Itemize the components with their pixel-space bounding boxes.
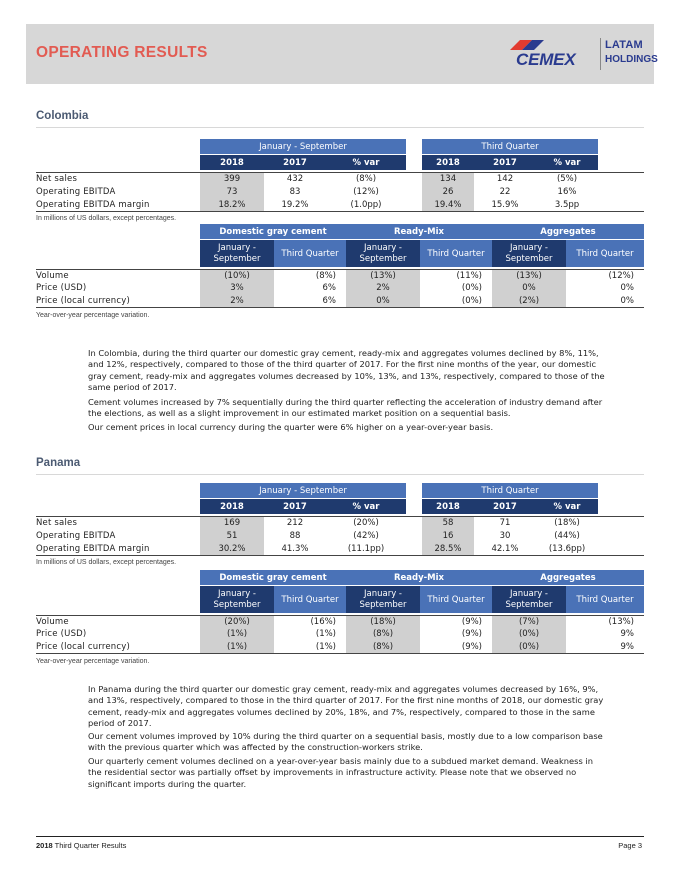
fin-column-header: 2017 (474, 155, 536, 170)
vol-column-header: Third Quarter (274, 240, 346, 267)
vol-group-header: Ready-Mix (346, 570, 492, 585)
section-title-colombia: Colombia (36, 110, 89, 122)
table-cell-value: 16% (557, 187, 577, 197)
vol-column-header: Third Quarter (274, 586, 346, 613)
vol-group-header: Aggregates (492, 570, 644, 585)
fin-column-header: 2017 (474, 499, 536, 514)
table-cell-value: (1%) (226, 629, 248, 639)
table-cell-value: (1%) (315, 641, 336, 652)
logo-latam: LATAM (605, 39, 643, 51)
table-cell-value: 0% (376, 295, 390, 306)
logo-holdings: HOLDINGS (605, 54, 658, 65)
table-cell-value: 142 (496, 174, 514, 184)
table-row-label: Net sales (36, 518, 78, 528)
table-cell-value: (0%) (518, 629, 540, 639)
table-cell-value: (11%) (456, 270, 482, 281)
table-row-label: Price (local currency) (36, 295, 131, 306)
footer-year: 2018 (36, 841, 53, 850)
table-cell-value: (9%) (461, 641, 482, 652)
section-rule (36, 474, 644, 475)
vol-group-header: Aggregates (492, 224, 644, 239)
fin-column-header: 2018 (200, 499, 264, 514)
table-top-rule (36, 516, 644, 517)
table-cell-value: 19.4% (434, 200, 462, 210)
table-cell-value: 41.3% (281, 544, 309, 554)
table-bottom-rule (36, 555, 644, 556)
fin-column-header: 2017 (264, 499, 326, 514)
table-row-label: Volume (36, 616, 69, 627)
table-bottom-rule (36, 653, 644, 654)
table-cell-value: (11.1pp) (347, 544, 385, 554)
table-cell-value: 30.2% (218, 544, 246, 554)
footer-title (36, 841, 126, 850)
footer-label: Third Quarter Results (52, 841, 127, 850)
table-cell-value: (13%) (370, 270, 396, 281)
table-cell-value: (9%) (461, 629, 482, 639)
table-cell-value: 0% (522, 283, 536, 293)
table-top-rule (36, 615, 644, 616)
table-cell-value: (8%) (372, 629, 394, 639)
fin-column-header: 2018 (422, 155, 474, 170)
table-cell-value: (20%) (224, 616, 250, 627)
vol-column-header: Third Quarter (420, 586, 492, 613)
colombia-para-1: In Colombia, during the third quarter our domestic gray cement, ready-mix and aggregates volumes declined by 8%, 11%, and 12%, respectively, compared to those of the third quarter of 2017. For the first nine months of the year, our domestic gray cement, ready-mix and aggregates volumes decreased by 10%, 13%, and 13%, respectively, compared to those of the same period of 2017. (88, 348, 605, 393)
footer-rule (36, 836, 644, 837)
header-line-2: September (359, 253, 407, 264)
table-cell-value: 83 (289, 187, 301, 197)
table-cell-value: 9% (620, 641, 634, 652)
fin-group-header: January - September (200, 483, 406, 498)
fin-column-header: 2017 (264, 155, 326, 170)
table-cell-value: (16%) (310, 616, 336, 627)
logo-divider (600, 38, 601, 70)
table-cell-value: 58 (442, 518, 454, 528)
table-cell-value: 18.2% (218, 200, 246, 210)
table-cell-value: 2% (230, 295, 244, 306)
header-line-1: January - (510, 588, 548, 599)
table-cell-value: 19.2% (281, 200, 309, 210)
table-cell-value: 88 (289, 531, 301, 541)
table-row-label: Volume (36, 270, 69, 281)
table-cell-value: (7%) (518, 616, 540, 627)
vol-column-header (200, 240, 274, 267)
table-row-label: Price (USD) (36, 283, 87, 293)
panama-para-3: Our quarterly cement volumes declined on a year-over-year basis mainly due to a subdued market demand. Weakness in the residential sector was partially offset by improvements in infrastructure activity. Please note that we observed no significant imports during the quarter. (88, 756, 593, 789)
panama-para-1: In Panama during the third quarter our domestic gray cement, ready-mix and aggregates volumes decreased by 16%, 9%, and 13%, respectively, compared to those in the third quarter of 2017. For the first nine months of 2018, our domestic gray cement, ready-mix and aggregates volumes declined by 20%, 18%, and 7%, respectively, compared to those in the same period of 2017. (88, 684, 604, 729)
vol-column-header: Third Quarter (566, 240, 644, 267)
table-cell-value: 169 (223, 518, 241, 528)
table-cell-value: (0%) (461, 283, 482, 293)
table-cell-value: 6% (322, 283, 336, 293)
fin-group-header: January - September (200, 139, 406, 154)
table-cell-value: 0% (620, 295, 634, 306)
colombia-para-2: Cement volumes increased by 7% sequentially during the third quarter reflecting the acceleration of industry demand after the elections, as well as a slight improvement in our estimated market position on a sequential basis. (88, 397, 603, 419)
table-cell-value: (18%) (370, 616, 396, 627)
table-cell-value: 15.9% (491, 200, 519, 210)
fin-group-header: Third Quarter (422, 483, 598, 498)
table-cell-value: (13.6pp) (548, 544, 586, 554)
table-cell-value: (0%) (518, 641, 540, 652)
vol-group-header: Domestic gray cement (200, 570, 346, 585)
table-cell-value: (10%) (224, 270, 250, 281)
header-line-1: January - (218, 588, 256, 599)
fin-group-header: Third Quarter (422, 139, 598, 154)
vol-column-header (492, 240, 566, 267)
table-cell-value: (2%) (518, 295, 540, 306)
table-cell-value: 28.5% (434, 544, 462, 554)
table-cell-value: (42%) (353, 531, 379, 541)
vol-column-header (492, 586, 566, 613)
table-top-rule (36, 269, 644, 270)
page-title: OPERATING RESULTS (36, 44, 208, 61)
table-cell-value: (13%) (608, 616, 634, 627)
table-cell-value: (13%) (516, 270, 542, 281)
fin-column-header: % var (326, 499, 406, 514)
table-note: In millions of US dollars, except percentages. (36, 215, 177, 222)
page-number: Page 3 (618, 841, 642, 850)
table-cell-value: (0%) (461, 295, 482, 306)
header-line-1: January - (510, 242, 548, 253)
table-cell-value: 134 (439, 174, 457, 184)
table-cell-value: (9%) (461, 616, 482, 627)
header-line-2: September (359, 599, 407, 610)
table-cell-value: (18%) (554, 518, 580, 528)
table-cell-value: 432 (286, 174, 304, 184)
table-top-rule (36, 172, 644, 173)
table-cell-value: 3% (230, 283, 244, 293)
table-note: In millions of US dollars, except percentages. (36, 559, 177, 566)
fin-column-header: % var (536, 499, 598, 514)
table-cell-value: 30 (499, 531, 511, 541)
vol-column-header: Third Quarter (420, 240, 492, 267)
colombia-para-3: Our cement prices in local currency during the quarter were 6% higher on a year-over-year basis. (88, 422, 494, 432)
table-cell-value: 6% (322, 295, 336, 306)
table-cell-value: 212 (286, 518, 304, 528)
table-cell-value: 0% (620, 283, 634, 293)
table-row-label: Price (local currency) (36, 641, 131, 652)
vol-column-header: Third Quarter (566, 586, 644, 613)
table-cell-value: 399 (223, 174, 241, 184)
table-cell-value: (12%) (353, 187, 379, 197)
vol-column-header (346, 586, 420, 613)
vol-column-header (200, 586, 274, 613)
table-cell-value: 42.1% (491, 544, 519, 554)
table-cell-value: 16 (442, 531, 454, 541)
table-cell-value: (12%) (608, 270, 634, 281)
fin-column-header: % var (326, 155, 406, 170)
table-cell-value: (5%) (556, 174, 578, 184)
logo-brand: CEMEX (516, 50, 576, 69)
table-cell-value: 71 (499, 518, 511, 528)
table-row-label: Net sales (36, 174, 78, 184)
header-line-2: September (213, 599, 261, 610)
section-title-panama: Panama (36, 457, 81, 469)
header-line-2: September (505, 253, 553, 264)
table-cell-value: 51 (226, 531, 238, 541)
table-note: Year-over-year percentage variation. (36, 312, 150, 319)
header-line-1: January - (364, 242, 402, 253)
fin-column-header: 2018 (422, 499, 474, 514)
table-row-label: Operating EBITDA (36, 531, 116, 541)
header-line-1: January - (364, 588, 402, 599)
table-cell-value: 3.5pp (554, 200, 580, 210)
header-line-1: January - (218, 242, 256, 253)
table-cell-value: (1%) (315, 629, 336, 639)
table-cell-value: (44%) (554, 531, 580, 541)
vol-column-header (346, 240, 420, 267)
panama-para-2: Our cement volumes improved by 10% during the third quarter on a sequential basis, mostly due to a low comparison base with the previous quarter which was affected by the construction-workers strike. (88, 731, 603, 753)
table-bottom-rule (36, 211, 644, 212)
table-row-label: Operating EBITDA margin (36, 544, 150, 554)
section-rule (36, 127, 644, 128)
fin-column-header: % var (536, 155, 598, 170)
fin-column-header: 2018 (200, 155, 264, 170)
table-cell-value: (8%) (315, 270, 336, 281)
vol-group-header: Ready-Mix (346, 224, 492, 239)
table-cell-value: 2% (376, 283, 390, 293)
table-cell-value: 26 (442, 187, 454, 197)
table-cell-value: 22 (499, 187, 511, 197)
header-line-2: September (505, 599, 553, 610)
table-note: Year-over-year percentage variation. (36, 658, 150, 665)
table-row-label: Operating EBITDA (36, 187, 116, 197)
table-cell-value: (1%) (226, 641, 248, 652)
table-bottom-rule (36, 307, 644, 308)
header-line-2: September (213, 253, 261, 264)
table-cell-value: (8%) (372, 641, 394, 652)
vol-group-header: Domestic gray cement (200, 224, 346, 239)
table-cell-value: (20%) (353, 518, 379, 528)
table-cell-value: 9% (620, 629, 634, 639)
table-cell-value: (8%) (355, 174, 377, 184)
table-cell-value: (1.0pp) (350, 200, 382, 210)
table-row-label: Price (USD) (36, 629, 87, 639)
table-row-label: Operating EBITDA margin (36, 200, 150, 210)
table-cell-value: 73 (226, 187, 238, 197)
